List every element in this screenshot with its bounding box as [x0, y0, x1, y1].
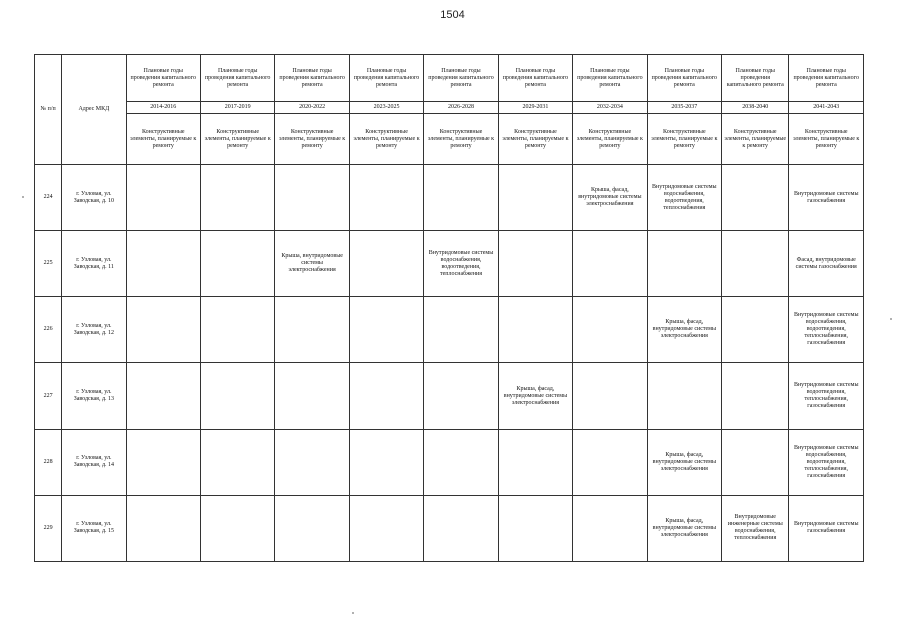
- repair-works-cell: Крыша, фасад, внутридомовые системы электроснабжения: [498, 363, 572, 429]
- repair-works-cell: Внутридомовые инженерные системы водоснабжения, теплоснабжения: [722, 495, 789, 561]
- column-header-elements: Конструктивные элементы, планируемые к ремонту: [789, 114, 864, 165]
- row-address: г. Узловая, ул. Заводская, д. 14: [62, 429, 126, 495]
- column-header-address: Адрес МКД: [62, 55, 126, 165]
- repair-works-cell: Крыша, внутридомовые системы электроснабжения: [275, 231, 349, 297]
- repair-works-cell: [275, 429, 349, 495]
- capital-repair-plan-table: [34, 54, 864, 562]
- repair-works-cell: [126, 495, 200, 561]
- column-header-number: № п/п: [35, 55, 62, 165]
- repair-works-cell: [498, 231, 572, 297]
- table-row: [35, 231, 864, 297]
- column-header-planned-years: Плановые годы проведения капитального ремонта: [424, 55, 498, 102]
- repair-works-cell: [349, 297, 423, 363]
- repair-works-cell: Внутридомовые системы водоотведения, теплоснабжения, газоснабжения: [789, 363, 864, 429]
- repair-works-cell: [722, 429, 789, 495]
- repair-works-cell: Фасад, внутридомовые системы газоснабжения: [789, 231, 864, 297]
- row-number: 225: [35, 231, 62, 297]
- repair-works-cell: [424, 165, 498, 231]
- repair-works-cell: Внутридомовые системы водоснабжения, водоотведения, теплоснабжения, газоснабжения: [789, 429, 864, 495]
- repair-works-cell: [498, 429, 572, 495]
- repair-works-cell: [126, 363, 200, 429]
- column-header-elements: Конструктивные элементы, планируемые к ремонту: [722, 114, 789, 165]
- scan-speck: [22, 196, 24, 198]
- table-row: [35, 297, 864, 363]
- repair-works-cell: Внутридомовые системы водоснабжения, водоотведения, теплоснабжения: [424, 231, 498, 297]
- table-row: [35, 165, 864, 231]
- repair-works-cell: Внутридомовые системы газоснабжения: [789, 495, 864, 561]
- repair-works-cell: [722, 363, 789, 429]
- scan-speck: [352, 612, 354, 614]
- repair-works-cell: [573, 429, 647, 495]
- repair-works-cell: Внутридомовые системы водоснабжения, водоотведения, теплоснабжения: [647, 165, 721, 231]
- row-address: г. Узловая, ул. Заводская, д. 10: [62, 165, 126, 231]
- repair-works-cell: [424, 363, 498, 429]
- repair-works-cell: [126, 165, 200, 231]
- column-header-year-range: 2020-2022: [275, 102, 349, 114]
- repair-works-cell: Внутридомовые системы газоснабжения: [789, 165, 864, 231]
- repair-works-cell: [722, 165, 789, 231]
- table-header: [35, 55, 864, 165]
- column-header-elements: Конструктивные элементы, планируемые к ремонту: [275, 114, 349, 165]
- column-header-planned-years: Плановые годы проведения капитального ремонта: [200, 55, 274, 102]
- column-header-planned-years: Плановые годы проведения капитального ремонта: [647, 55, 721, 102]
- column-header-year-range: 2038-2040: [722, 102, 789, 114]
- column-header-year-range: 2029-2031: [498, 102, 572, 114]
- repair-works-cell: Крыша, фасад, внутридомовые системы электроснабжения: [647, 297, 721, 363]
- row-number: 228: [35, 429, 62, 495]
- repair-works-cell: [349, 165, 423, 231]
- repair-works-cell: Крыша, фасад, внутридомовые системы электроснабжения: [647, 429, 721, 495]
- table-row: [35, 429, 864, 495]
- column-header-year-range: 2032-2034: [573, 102, 647, 114]
- repair-works-cell: [275, 165, 349, 231]
- repair-works-cell: [573, 495, 647, 561]
- page-number: 1504: [440, 9, 465, 21]
- table-row: [35, 495, 864, 561]
- table-body: [35, 165, 864, 562]
- row-number: 226: [35, 297, 62, 363]
- row-address: г. Узловая, ул. Заводская, д. 13: [62, 363, 126, 429]
- column-header-planned-years: Плановые годы проведения капитального ремонта: [349, 55, 423, 102]
- repair-works-cell: [200, 297, 274, 363]
- row-address: г. Узловая, ул. Заводская, д. 11: [62, 231, 126, 297]
- table-row: [35, 363, 864, 429]
- column-header-elements: Конструктивные элементы, планируемые к ремонту: [498, 114, 572, 165]
- row-number: 227: [35, 363, 62, 429]
- column-header-elements: Конструктивные элементы, планируемые к ремонту: [349, 114, 423, 165]
- repair-works-cell: [275, 363, 349, 429]
- repair-works-cell: [498, 495, 572, 561]
- repair-works-cell: [647, 231, 721, 297]
- row-address: г. Узловая, ул. Заводская, д. 15: [62, 495, 126, 561]
- repair-works-cell: [126, 297, 200, 363]
- repair-works-cell: [573, 363, 647, 429]
- row-address: г. Узловая, ул. Заводская, д. 12: [62, 297, 126, 363]
- repair-works-cell: Крыша, фасад, внутридомовые системы электроснабжения: [573, 165, 647, 231]
- repair-works-cell: [722, 297, 789, 363]
- repair-works-cell: [349, 231, 423, 297]
- repair-works-cell: Внутридомовые системы водоснабжения, водоотведения, теплоснабжения, газоснабжения: [789, 297, 864, 363]
- repair-works-cell: [126, 429, 200, 495]
- repair-works-cell: [349, 363, 423, 429]
- column-header-planned-years: Плановые годы проведения капитального ремонта: [789, 55, 864, 102]
- row-number: 224: [35, 165, 62, 231]
- repair-works-cell: [498, 165, 572, 231]
- column-header-elements: Конструктивные элементы, планируемые к ремонту: [424, 114, 498, 165]
- column-header-planned-years: Плановые годы проведения капитального ремонта: [498, 55, 572, 102]
- repair-works-cell: [349, 495, 423, 561]
- repair-works-cell: [200, 231, 274, 297]
- repair-works-cell: [647, 363, 721, 429]
- column-header-planned-years: Плановые годы проведения капитального ремонта: [275, 55, 349, 102]
- repair-works-cell: [573, 231, 647, 297]
- repair-works-cell: [200, 495, 274, 561]
- column-header-elements: Конструктивные элементы, планируемые к ремонту: [126, 114, 200, 165]
- column-header-year-range: 2041-2043: [789, 102, 864, 114]
- repair-works-cell: [200, 165, 274, 231]
- column-header-year-range: 2017-2019: [200, 102, 274, 114]
- repair-works-cell: [275, 495, 349, 561]
- column-header-year-range: 2014-2016: [126, 102, 200, 114]
- repair-works-cell: [573, 297, 647, 363]
- column-header-planned-years: Плановые годы проведения капитального ремонта: [126, 55, 200, 102]
- repair-works-cell: [349, 429, 423, 495]
- column-header-year-range: 2023-2025: [349, 102, 423, 114]
- column-header-planned-years: Плановые годы проведения капитального ремонта: [722, 55, 789, 102]
- repair-works-cell: [200, 429, 274, 495]
- repair-works-cell: [424, 429, 498, 495]
- scan-speck: [890, 318, 892, 320]
- column-header-elements: Конструктивные элементы, планируемые к ремонту: [200, 114, 274, 165]
- repair-works-cell: [275, 297, 349, 363]
- column-header-elements: Конструктивные элементы, планируемые к ремонту: [647, 114, 721, 165]
- column-header-year-range: 2026-2028: [424, 102, 498, 114]
- column-header-year-range: 2035-2037: [647, 102, 721, 114]
- repair-works-cell: [126, 231, 200, 297]
- column-header-elements: Конструктивные элементы, планируемые к ремонту: [573, 114, 647, 165]
- repair-works-cell: [424, 495, 498, 561]
- repair-works-cell: [200, 363, 274, 429]
- repair-works-cell: [424, 297, 498, 363]
- repair-works-cell: [722, 231, 789, 297]
- repair-works-cell: Крыша, фасад, внутридомовые системы электроснабжения: [647, 495, 721, 561]
- column-header-planned-years: Плановые годы проведения капитального ремонта: [573, 55, 647, 102]
- row-number: 229: [35, 495, 62, 561]
- repair-works-cell: [498, 297, 572, 363]
